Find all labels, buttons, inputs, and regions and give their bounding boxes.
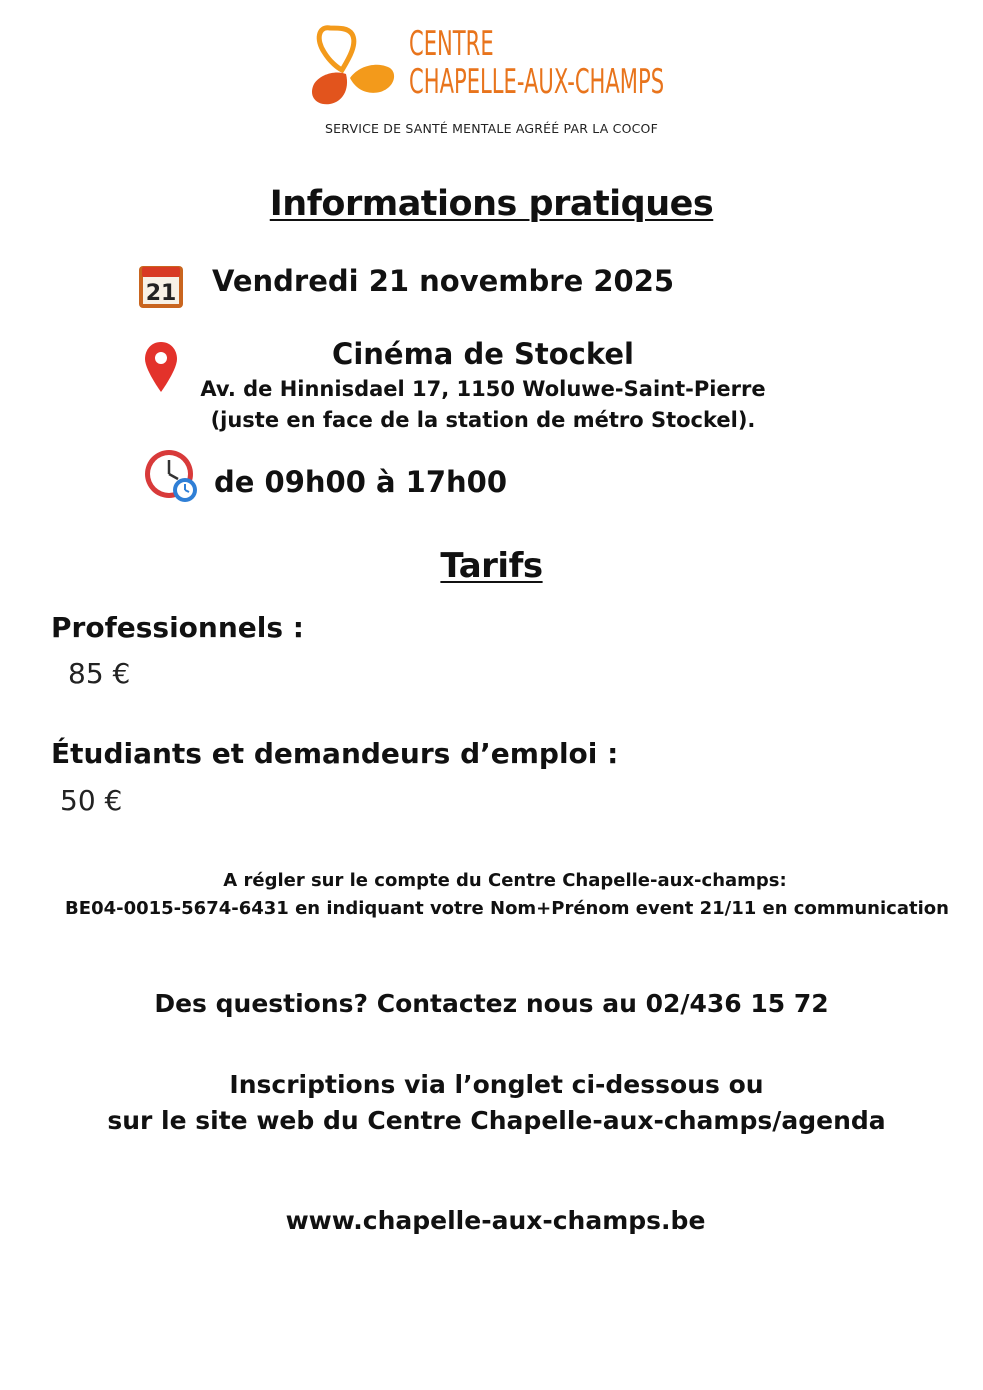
logo-subtitle: SERVICE DE SANTÉ MENTALE AGRÉÉ PAR LA COCOF: [325, 121, 658, 136]
professionals-label: Professionnels :: [51, 611, 304, 644]
venue-address: Av. de Hinnisdael 17, 1150 Woluwe-Saint-Pierre: [200, 377, 766, 401]
calendar-icon: [137, 262, 185, 310]
website-link[interactable]: www.chapelle-aux-champs.be: [285, 1206, 706, 1235]
logo-title-line2: CHAPELLE-AUX-CHAMPS: [409, 62, 665, 102]
tarifs-heading: Tarifs: [440, 546, 543, 586]
inscriptions-line1: Inscriptions via l’onglet ci-dessous ou: [229, 1070, 764, 1099]
professionals-price: 85 €: [68, 657, 131, 690]
venue-name: Cinéma de Stockel: [332, 337, 634, 371]
payment-instructions-line2: BE04-0015-5674-6431 en indiquant votre Nom+Prénom event 21/11 en communication: [65, 898, 949, 919]
event-time: de 09h00 à 17h00: [214, 465, 508, 499]
logo-title-line1: CENTRE: [409, 24, 494, 64]
info-heading: Informations pratiques: [269, 184, 714, 224]
logo-petals-icon: [308, 22, 400, 110]
calendar-day: 21: [145, 281, 177, 306]
alarm-clock-icon: [143, 448, 201, 506]
venue-note: (juste en face de la station de métro Stockel).: [210, 408, 756, 432]
inscriptions-line2: sur le site web du Centre Chapelle-aux-champs/agenda: [107, 1106, 886, 1135]
contact-questions: Des questions? Contactez nous au 02/436 15 72: [154, 989, 829, 1018]
students-label: Étudiants et demandeurs d’emploi :: [51, 737, 619, 770]
students-price: 50 €: [60, 784, 123, 817]
event-date: Vendredi 21 novembre 2025: [212, 264, 675, 298]
payment-instructions-line1: A régler sur le compte du Centre Chapelle-aux-champs:: [223, 870, 787, 891]
